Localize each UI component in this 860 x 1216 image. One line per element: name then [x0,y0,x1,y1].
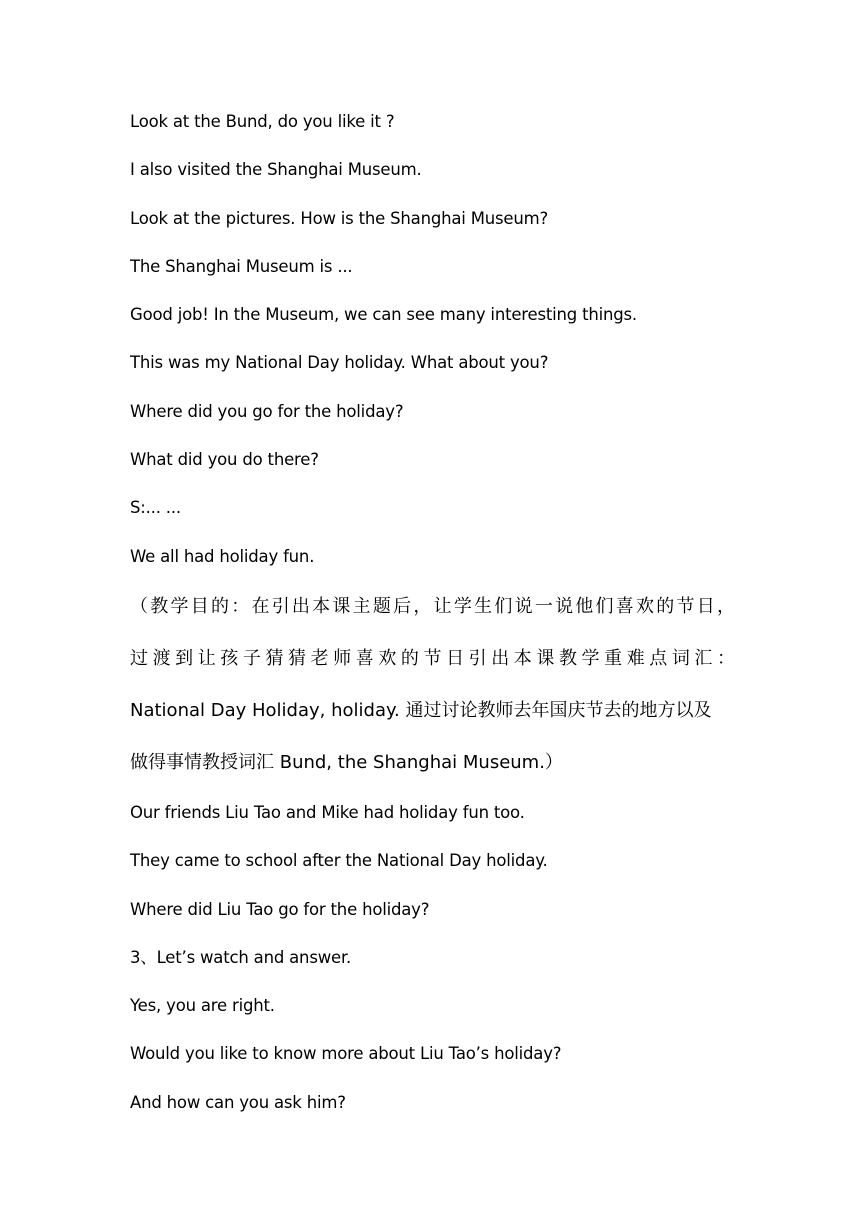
text-line: And how can you ask him? [130,1092,346,1112]
text-line: We all had holiday fun. [130,546,315,566]
document-page [130,98,735,1127]
teaching-note-line: National Day Holiday, holiday. 通过讨论教师去年国庆节去的地方以及 [130,699,712,721]
text-line: Where did Liu Tao go for the holiday? [130,899,430,919]
dialogue-top [130,98,735,581]
text-line: Look at the Bund, do you like it ? [130,112,395,131]
text-line: S:... ... [130,498,181,518]
text-line: This was my National Day holiday. What about you? [130,353,549,373]
dialogue-bottom [130,789,735,1127]
text-line: I also visited the Shanghai Museum. [130,160,422,180]
text-line: They came to school after the National Day holiday. [130,851,548,871]
teaching-note-line: 过渡到让孩子猜猜老师喜欢的节日引出本课教学重难点词汇： [130,647,735,669]
text-line: Look at the pictures. How is the Shanghai Museum? [130,208,549,228]
teaching-note [130,581,735,789]
text-line: Our friends Liu Tao and Mike had holiday fun too. [130,802,525,822]
text-line: What did you do there? [130,450,319,470]
text-line: 3、Let’s watch and answer. [130,947,352,967]
text-line: Yes, you are right. [130,996,275,1016]
text-line: Where did you go for the holiday? [130,401,404,421]
teaching-note-line: 做得事情教授词汇 Bund, the Shanghai Museum.） [130,751,563,773]
teaching-note-line: （教学目的：在引出本课主题后，让学生们说一说他们喜欢的节日， [130,595,735,617]
text-line: Would you like to know more about Liu Tao’s holiday? [130,1044,562,1064]
text-line: Good job! In the Museum, we can see many interesting things. [130,305,637,325]
text-line: The Shanghai Museum is ... [130,256,353,276]
